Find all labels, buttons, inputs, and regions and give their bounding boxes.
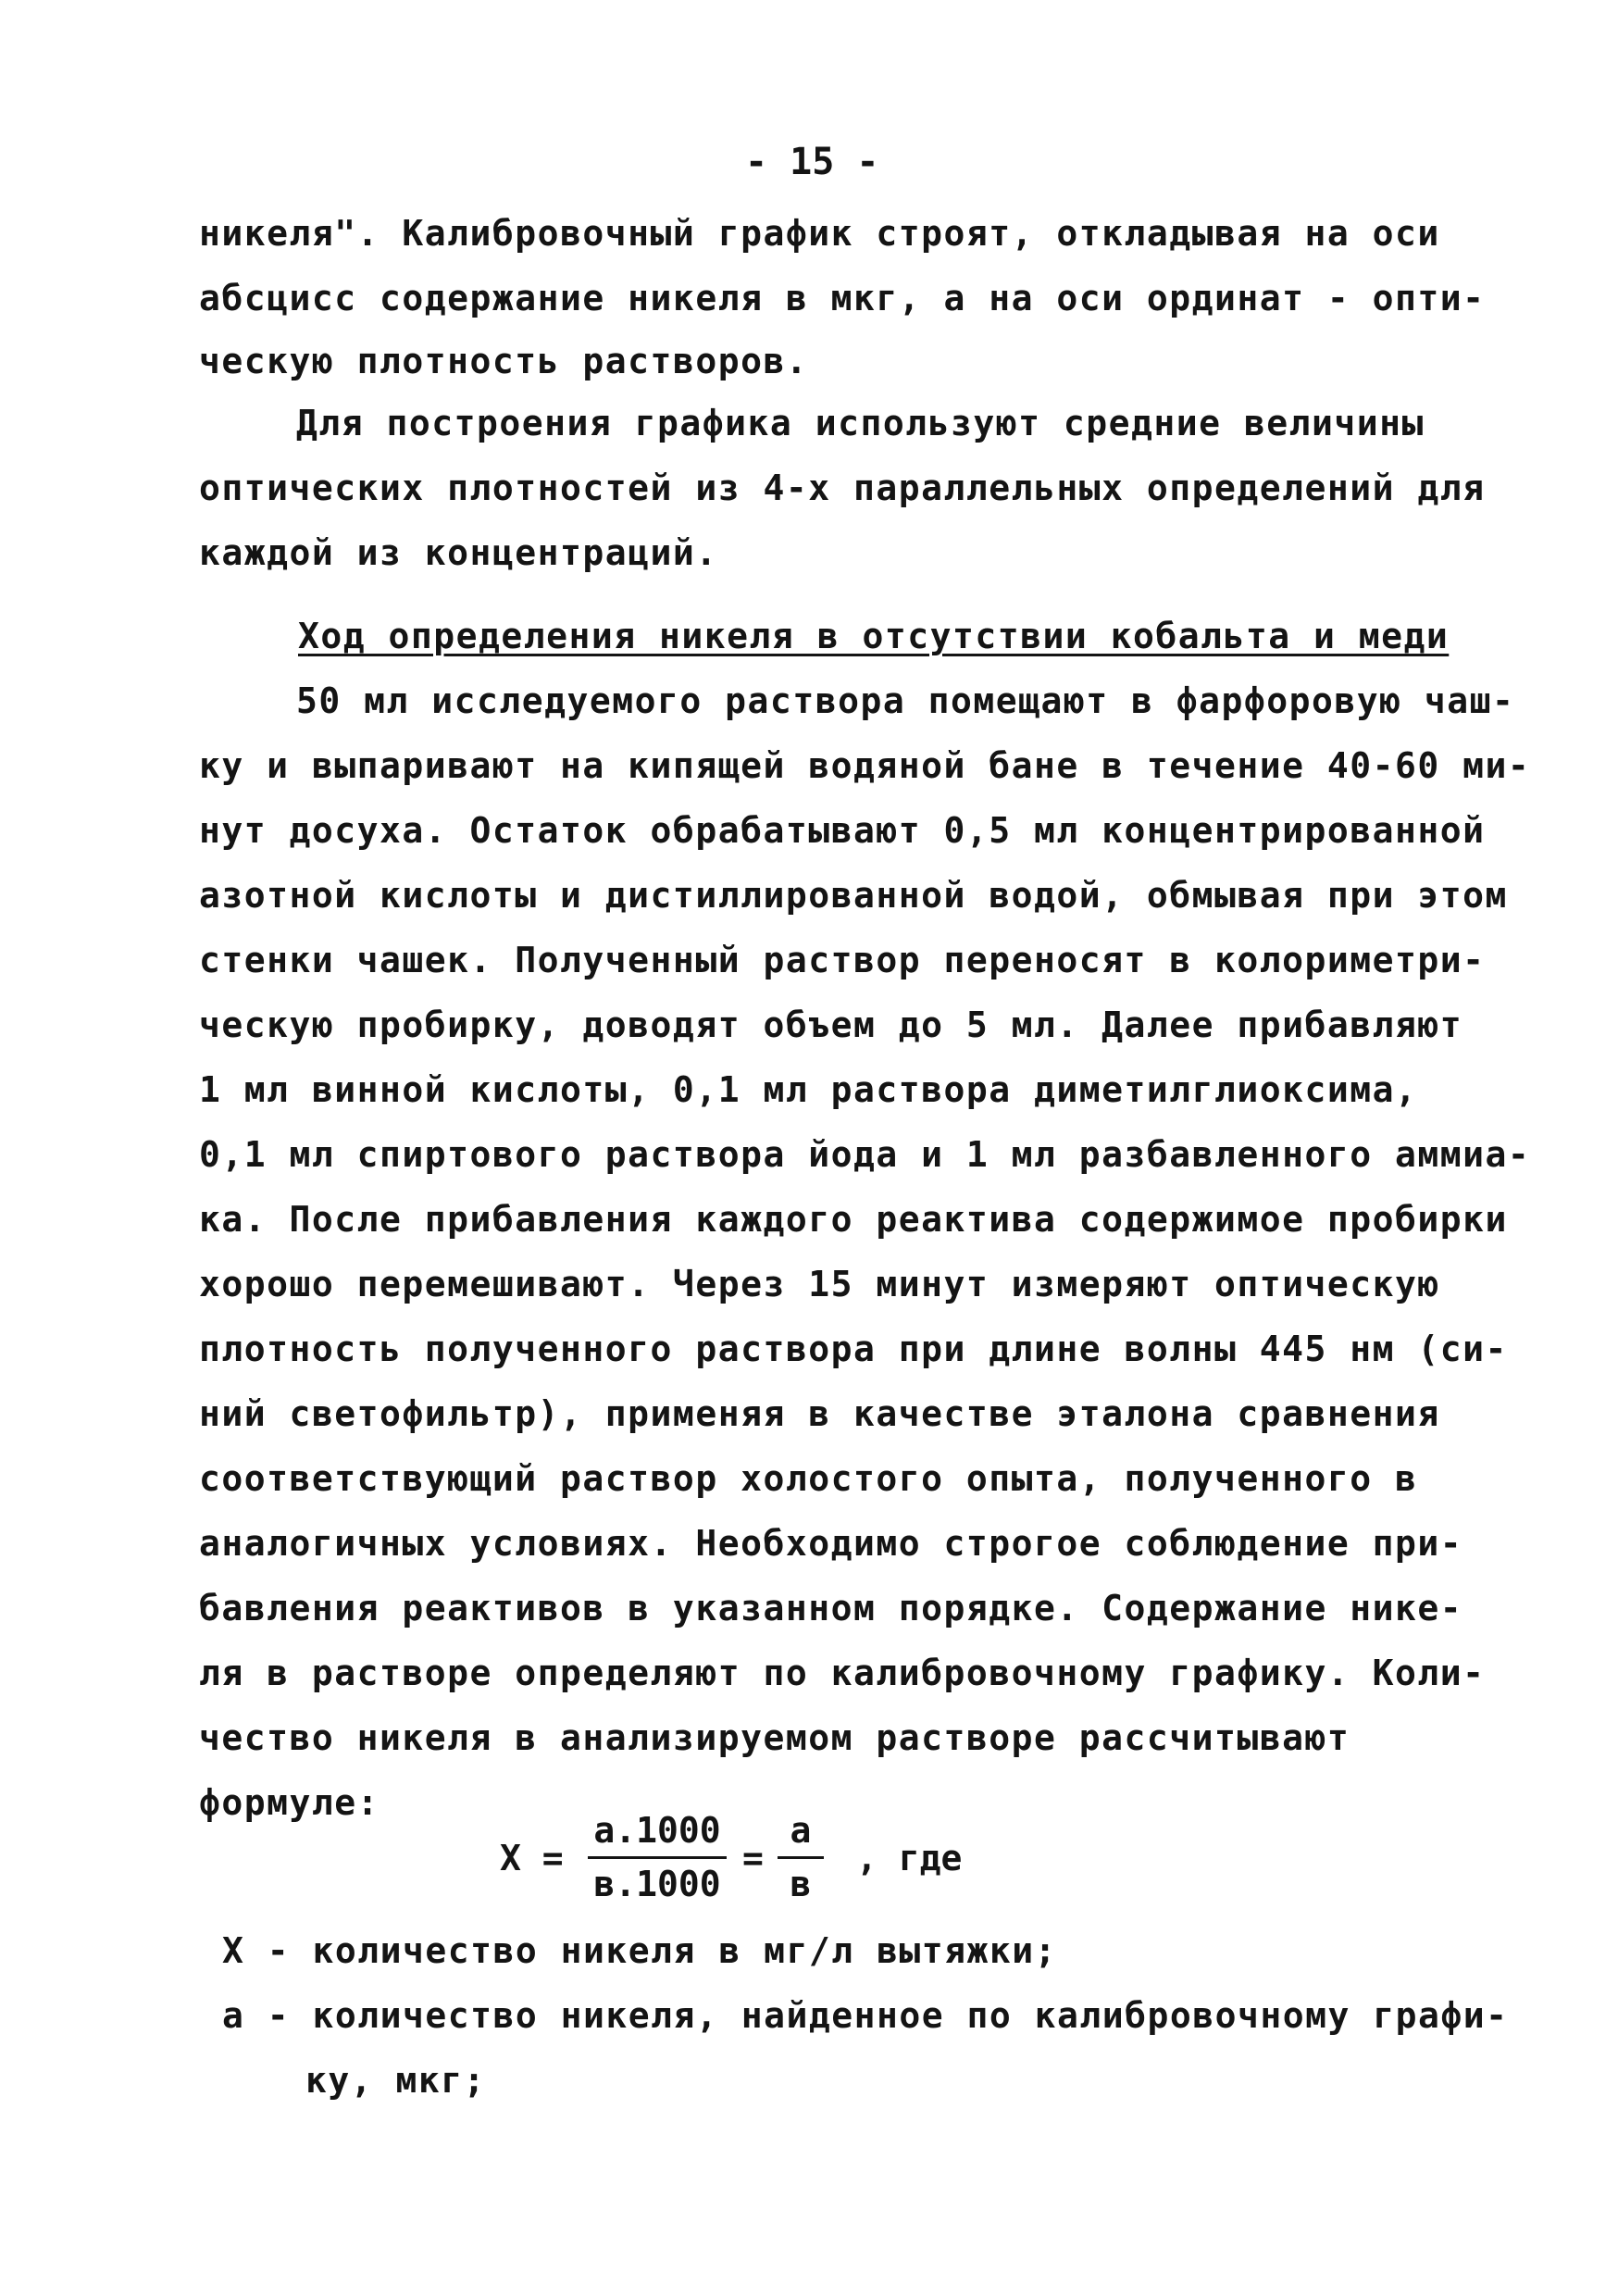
formula-denominator-1: в.1000 — [593, 1864, 721, 1904]
text-line: нут досуха. Остаток обрабатывают 0,5 мл концентрированной — [199, 810, 1486, 851]
fraction-bar-2 — [778, 1856, 824, 1859]
text-line: оптических плотностей из 4-х параллельных определений для — [199, 468, 1486, 508]
text-line: ческую плотность растворов. — [199, 341, 809, 381]
text-line: 0,1 мл спиртового раствора йода и 1 мл разбавленного аммиа- — [199, 1134, 1531, 1175]
definition-line: ку, мкг; — [305, 2060, 487, 2101]
text-line: Для построения графика используют средние величины — [296, 403, 1425, 443]
text-line: каждой из концентраций. — [199, 532, 718, 573]
formula-numerator-1: a.1000 — [593, 1810, 721, 1851]
text-line: 1 мл винной кислоты, 0,1 мл раствора диметилглиоксима, — [199, 1069, 1418, 1110]
text-line: бавления реактивов в указанном порядке. Содержание нике- — [199, 1588, 1463, 1628]
fraction-bar-1 — [588, 1856, 727, 1859]
section-heading: Ход определения никеля в отсутствии кобальта и меди — [298, 616, 1450, 656]
text-line: соответствующий раствор холостого опыта, полученного в — [199, 1458, 1418, 1499]
text-line: ка. После прибавления каждого реактива содержимое пробирки — [199, 1199, 1508, 1240]
formula-equals: = — [742, 1838, 764, 1878]
text-line: формуле: — [199, 1782, 380, 1823]
text-line: хорошо перемешивают. Через 15 минут измеряют оптическую — [199, 1264, 1440, 1304]
text-line: азотной кислоты и дистиллированной водой, обмывая при этом — [199, 875, 1508, 916]
definition-line: a - количество никеля, найденное по калибровочному графи- — [222, 1995, 1509, 2036]
text-line: 50 мл исследуемого раствора помещают в фарфоровую чаш- — [296, 680, 1515, 721]
text-line: плотность полученного раствора при длине волны 445 нм (си- — [199, 1329, 1508, 1369]
text-line: ческую пробирку, доводят объем до 5 мл. Далее прибавляют — [199, 1004, 1463, 1045]
text-line: абсцисс содержание никеля в мкг, а на оси ординат - опти- — [199, 278, 1486, 318]
text-line: ний светофильтр), применяя в качестве эталона сравнения — [199, 1393, 1440, 1434]
page-number: - 15 - — [745, 141, 879, 183]
text-line: ку и выпаривают на кипящей водяной бане в течение 40-60 ми- — [199, 745, 1531, 786]
text-line: чество никеля в анализируемом растворе рассчитывают — [199, 1717, 1350, 1758]
definition-line: X - количество никеля в мг/л вытяжки; — [222, 1930, 1057, 1971]
text-line: аналогичных условиях. Необходимо строгое соблюдение при- — [199, 1523, 1463, 1564]
formula-lhs: X = — [500, 1838, 564, 1878]
text-line: стенки чашек. Полученный раствор переносят в колориметри- — [199, 940, 1486, 980]
text-line: никеля". Калибровочный график строят, откладывая на оси — [199, 213, 1440, 254]
formula-denominator-2: в — [790, 1864, 812, 1904]
formula-tail: , где — [856, 1838, 963, 1878]
formula-numerator-2: a — [790, 1810, 812, 1851]
text-line: ля в растворе определяют по калибровочному графику. Коли- — [199, 1653, 1486, 1693]
formula — [500, 1810, 981, 1912]
